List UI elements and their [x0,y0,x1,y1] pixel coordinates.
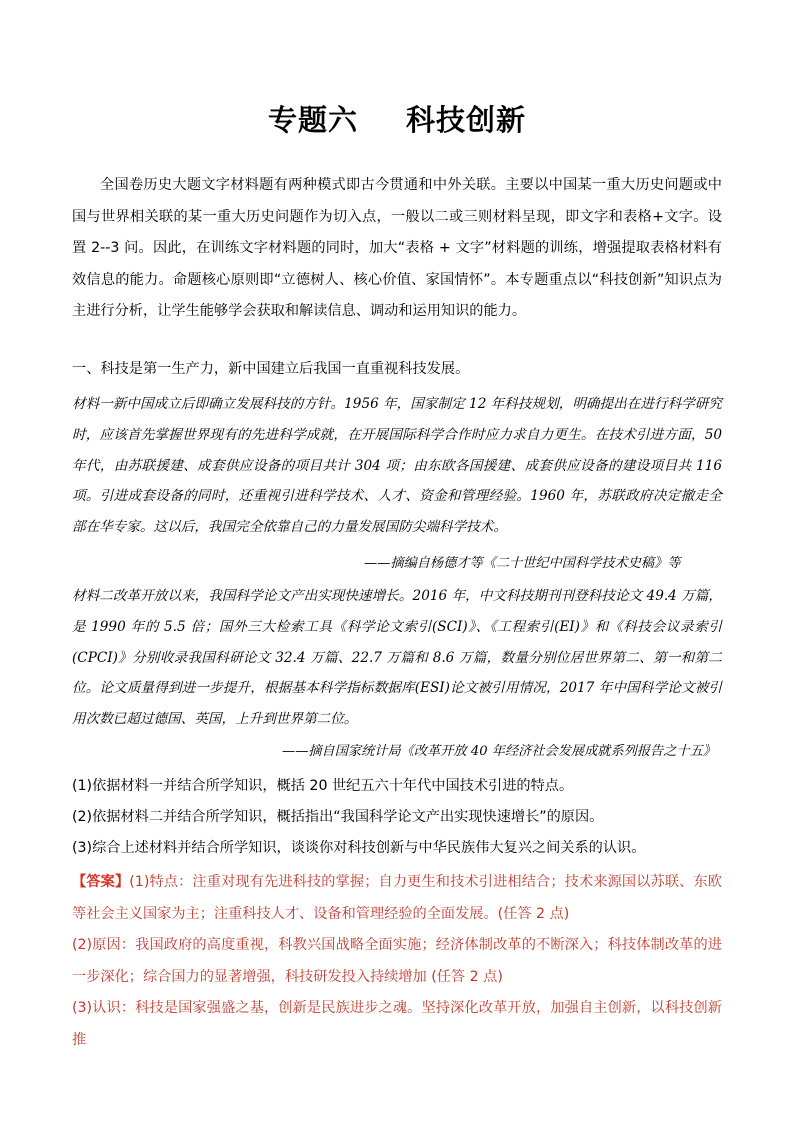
section-heading: 一、科技是第一生产力，新中国建立后我国一直重视科技发展。 [72,361,470,377]
answer-block [72,867,722,1056]
question-item: (1)依据材料一并结合所学知识，概括 20 世纪五六十年代中国技术引进的特点。 [72,778,574,794]
question-item: (2)依据材料二并结合所学知识，概括指出“我国科学论文产出实现快速增长”的原因。 [72,809,604,826]
title-topic-number: 专题六 [267,103,358,137]
material-one-source: ——摘编自杨德才等《二十世纪中国科学技术史稿》等 [364,556,681,571]
question-item: (3)综合上述材料并结合所学知识，谈谈你对科技创新与中华民族伟大复兴之间关系的认识。 [72,840,646,857]
answer-item: (2)原因：我国政府的高度重视，科教兴国战略全面实施；经济体制改革的不断深入；科技体制改革的进一步深化；综合国力的显著增强，科技研发投入持续增加 (任答 2 点) [72,937,722,985]
page-title [0,98,794,139]
intro-paragraph: 全国卷历史大题文字材料题有两种模式即古今贯通和中外关联。主要以中国某一重大历史问题或中国与世界相关联的某一重大历史问题作为切入点，一般以二或三则材料呈现，即文字和表格+文字。设置 2--3 问。因此，在训练文字材料题的同时，加大“表格 + 文字”材料题的训练，增强提取表格材料有效信息的能力。命题核心原则即“立德树人、核心价值、家国情怀”。本专题重点以“科技创新”知识点为主进行分析，让学生能够学会获取和解读信息、调动和运用知识的能力。 [72,177,722,319]
answer-text: (1)特点：注重对现有先进科技的掌握；自力更生和技术引进相结合；技术来源国以苏联、东欧等社会主义国家为主；注重科技人才、设备和管理经验的全面发展。(任答 2 点) [72,874,722,922]
material-two-source: ——摘自国家统计局《改革开放 40 年经济社会发展成就系列报告之十五》 [282,744,716,759]
answer-item [72,867,722,930]
answer-item: (3)认识：科技是国家强盛之基，创新是民族进步之魂。坚持深化改革开放，加强自主创新，以科技创新推 [72,1000,722,1048]
answer-tag: 【答案】 [72,874,130,890]
material-two: 材料二改革开放以来，我国科学论文产出实现快速增长。2016 年，中文科技期刊刊登科技论文 49.4 万篇，是 1990 年的 5.5 倍；国外三大检索工具《科学论文索引(SCI)》、《工程索引(EI)》和《科技会议录索引(CPCI)》分别收录我国科研论文 32.4 万篇、22.7 万篇和 8.6 万篇，数量分别位居世界第二、第一和第二位。论文质量得到进一步提升，根据基本科学指标数据库(ESI)论文被引用情况，2017 年中国科学论文被引用次数已超过德国、英国，上升到世界第二位。 [72,588,722,728]
title-topic-name: 科技创新 [406,103,527,137]
question-list [72,771,722,865]
material-one: 材料一新中国成立后即确立发展科技的方针。1956 年，国家制定 12 年科技规划，明确提出在进行科学研究时，应该首先掌握世界现有的先进科学成就，在开展国际科学合作时应力求自力更生。在技术引进方面，50 年代，由苏联援建、成套供应设备的项目共计 304 项；由东欧各国援建、成套供应设备的建设项目共 116 项。引进成套设备的同时，还重视引进科学技术、人才、资金和管理经验。1960 年，苏联政府决定撤走全部在华专家。这以后，我国完全依靠自己的力量发展国防尖端科学技术。 [72,396,722,536]
